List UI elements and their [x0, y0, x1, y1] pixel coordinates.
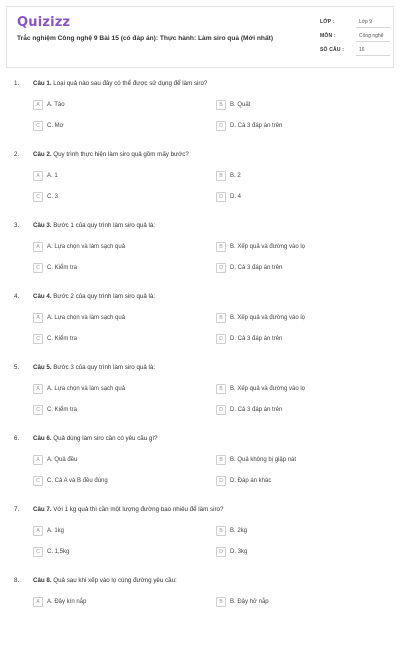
- question-body: Bước 1 của quy trình làm siro quả là:: [51, 222, 156, 229]
- option-letter-box: B: [216, 526, 226, 536]
- option-letter-box: D: [216, 405, 226, 415]
- option-text: B. Xếp quả và đường vào lọ: [230, 244, 305, 250]
- question-text: [33, 293, 383, 300]
- option-text: C. Kiểm tra: [47, 407, 78, 413]
- option-letter-box: D: [216, 547, 226, 557]
- answer-option[interactable]: [33, 170, 205, 182]
- option-letter-box: B: [216, 313, 226, 323]
- option-letter-box: C: [33, 547, 43, 557]
- question-item: [0, 504, 400, 575]
- answer-option[interactable]: [216, 170, 388, 182]
- option-letter-box: D: [216, 121, 226, 131]
- answer-option[interactable]: [216, 525, 388, 537]
- option-letter-box: A: [33, 100, 43, 110]
- answer-option[interactable]: [33, 191, 205, 203]
- question-item: [0, 433, 400, 504]
- option-text: A. Lựa chọn và làm sạch quả: [47, 244, 126, 250]
- option-text: A. Lựa chọn và làm sạch quả: [47, 386, 126, 392]
- option-text: C. Kiểm tra: [47, 336, 78, 342]
- question-text: [33, 151, 383, 158]
- option-text: D. 4: [230, 194, 242, 200]
- question-number: 1.: [14, 80, 20, 87]
- option-text: A. Đậy kín nắp: [47, 599, 87, 605]
- option-text: B. Quất: [230, 102, 251, 108]
- option-letter-box: A: [33, 242, 43, 252]
- option-letter-box: B: [216, 597, 226, 607]
- answer-option[interactable]: [216, 546, 388, 558]
- meta-value: Công nghệ: [356, 31, 390, 42]
- question-text: [33, 80, 383, 87]
- option-letter-box: C: [33, 192, 43, 202]
- option-text: B. Xếp quả và đường vào lọ: [230, 386, 305, 392]
- answer-option[interactable]: [33, 525, 205, 537]
- option-letter-box: B: [216, 171, 226, 181]
- question-number: 6.: [14, 435, 20, 442]
- option-letter-box: C: [33, 334, 43, 344]
- answer-option[interactable]: [216, 191, 388, 203]
- question-label: Câu 8.: [33, 577, 52, 584]
- option-letter-box: A: [33, 313, 43, 323]
- question-label: Câu 4.: [33, 293, 52, 300]
- question-item: [0, 220, 400, 291]
- option-letter-box: A: [33, 526, 43, 536]
- option-text: D. 3kg: [230, 549, 248, 555]
- option-letter-box: B: [216, 455, 226, 465]
- option-letter-box: C: [33, 476, 43, 486]
- option-text: B. Đậy hở nắp: [230, 599, 269, 605]
- answer-option[interactable]: [33, 120, 205, 132]
- question-list: [0, 78, 400, 646]
- option-letter-box: B: [216, 242, 226, 252]
- answer-option[interactable]: [216, 120, 388, 132]
- option-text: A. Quả đều: [47, 457, 78, 463]
- option-letter-box: B: [216, 384, 226, 394]
- meta-value: Lớp 9: [356, 17, 390, 28]
- question-item: [0, 575, 400, 646]
- option-letter-box: A: [33, 384, 43, 394]
- option-text: D. Cả 3 đáp án trên: [230, 265, 283, 271]
- option-text: D. Đáp án khác: [230, 478, 272, 484]
- question-item: [0, 291, 400, 362]
- question-label: Câu 7.: [33, 506, 52, 513]
- option-letter-box: B: [216, 100, 226, 110]
- meta-label: MÔN :: [320, 33, 336, 39]
- option-text: A. 1: [47, 173, 58, 179]
- option-text: C. 3: [47, 194, 59, 200]
- question-number: 7.: [14, 506, 20, 513]
- question-text: [33, 435, 383, 442]
- option-letter-box: C: [33, 405, 43, 415]
- question-item: [0, 362, 400, 433]
- option-letter-box: C: [33, 263, 43, 273]
- meta-row-subject: [320, 29, 390, 43]
- answer-option[interactable]: [33, 383, 205, 395]
- option-text: A. Lựa chọn và làm sạch quả: [47, 315, 126, 321]
- option-letter-box: D: [216, 476, 226, 486]
- worksheet-title: Trắc nghiệm Công nghệ 9 Bài 15 (có đáp án): Thực hành: Làm siro quả (Mới nhất): [17, 35, 274, 42]
- meta-row-class: [320, 15, 390, 29]
- question-label: Câu 5.: [33, 364, 52, 371]
- answer-option[interactable]: [33, 262, 205, 274]
- answer-option[interactable]: [33, 241, 205, 253]
- answer-option[interactable]: [216, 333, 388, 345]
- answer-option[interactable]: [216, 99, 388, 111]
- answer-option[interactable]: [216, 596, 388, 608]
- option-letter-box: A: [33, 455, 43, 465]
- question-text: [33, 364, 383, 371]
- question-text: [33, 222, 383, 229]
- option-text: B. 2: [230, 173, 241, 179]
- question-body: Quả dùng làm siro cần có yêu cầu gì?: [51, 435, 158, 442]
- question-label: Câu 6.: [33, 435, 52, 442]
- answer-option[interactable]: [216, 262, 388, 274]
- answer-option[interactable]: [33, 333, 205, 345]
- option-text: D. Cả 3 đáp án trên: [230, 123, 283, 129]
- option-text: A. Táo: [47, 102, 65, 108]
- answer-option[interactable]: [33, 99, 205, 111]
- answer-option[interactable]: [216, 475, 388, 487]
- answer-option[interactable]: [33, 596, 205, 608]
- meta-row-count: [320, 43, 390, 57]
- option-letter-box: A: [33, 171, 43, 181]
- question-body: Loại quả nào sau đây có thể được sử dụng để làm siro?: [51, 80, 208, 87]
- option-letter-box: D: [216, 263, 226, 273]
- question-label: Câu 2.: [33, 151, 52, 158]
- question-number: 4.: [14, 293, 20, 300]
- option-text: B. Xếp quả và đường vào lọ: [230, 315, 305, 321]
- quizizz-logo[interactable]: Quizizz: [17, 15, 71, 30]
- question-item: [0, 78, 400, 149]
- question-number: 2.: [14, 151, 20, 158]
- question-text: [33, 506, 383, 513]
- option-letter-box: C: [33, 121, 43, 131]
- question-label: Câu 1.: [33, 80, 52, 87]
- answer-option[interactable]: [216, 383, 388, 395]
- meta-value: 16: [356, 45, 390, 56]
- answer-option[interactable]: [33, 404, 205, 416]
- answer-option[interactable]: [33, 312, 205, 324]
- option-text: C. 1,5kg: [47, 549, 70, 555]
- answer-option[interactable]: [216, 312, 388, 324]
- question-label: Câu 3.: [33, 222, 52, 229]
- option-text: C. Cả A và B đều đúng: [47, 478, 108, 484]
- question-number: 5.: [14, 364, 20, 371]
- option-letter-box: A: [33, 597, 43, 607]
- meta-label: LỚP :: [320, 19, 335, 25]
- question-body: Quy trình thực hiện làm siro quả gồm mấy bước?: [51, 151, 189, 158]
- question-item: [0, 149, 400, 220]
- option-text: C. Mơ: [47, 123, 64, 129]
- worksheet-meta: [320, 15, 390, 57]
- question-number: 8.: [14, 577, 20, 584]
- answer-option[interactable]: [216, 404, 388, 416]
- answer-option[interactable]: [216, 454, 388, 466]
- option-text: B. 2kg: [230, 528, 248, 534]
- question-body: Với 1 kg quả thì cần một lượng đường bao nhiêu để làm siro?: [51, 506, 224, 513]
- question-body: Bước 2 của quy trình làm siro quả là:: [51, 293, 156, 300]
- worksheet-header: [6, 6, 394, 68]
- option-text: A. 1kg: [47, 528, 65, 534]
- option-letter-box: D: [216, 334, 226, 344]
- option-text: C. Kiểm tra: [47, 265, 78, 271]
- answer-option[interactable]: [33, 475, 205, 487]
- option-text: D. Cả 3 đáp án trên: [230, 407, 283, 413]
- question-body: Quả sau khi xếp vào lọ cùng đường yêu cầu:: [51, 577, 177, 584]
- answer-option[interactable]: [216, 241, 388, 253]
- question-text: [33, 577, 383, 584]
- option-text: D. Cả 3 đáp án trên: [230, 336, 283, 342]
- option-letter-box: D: [216, 192, 226, 202]
- question-number: 3.: [14, 222, 20, 229]
- answer-option[interactable]: [33, 546, 205, 558]
- answer-option[interactable]: [33, 454, 205, 466]
- question-body: Bước 3 của quy trình làm siro quả là:: [51, 364, 156, 371]
- meta-label: SỐ CÂU :: [320, 47, 345, 53]
- option-text: B. Quả không bị giập nát: [230, 457, 297, 463]
